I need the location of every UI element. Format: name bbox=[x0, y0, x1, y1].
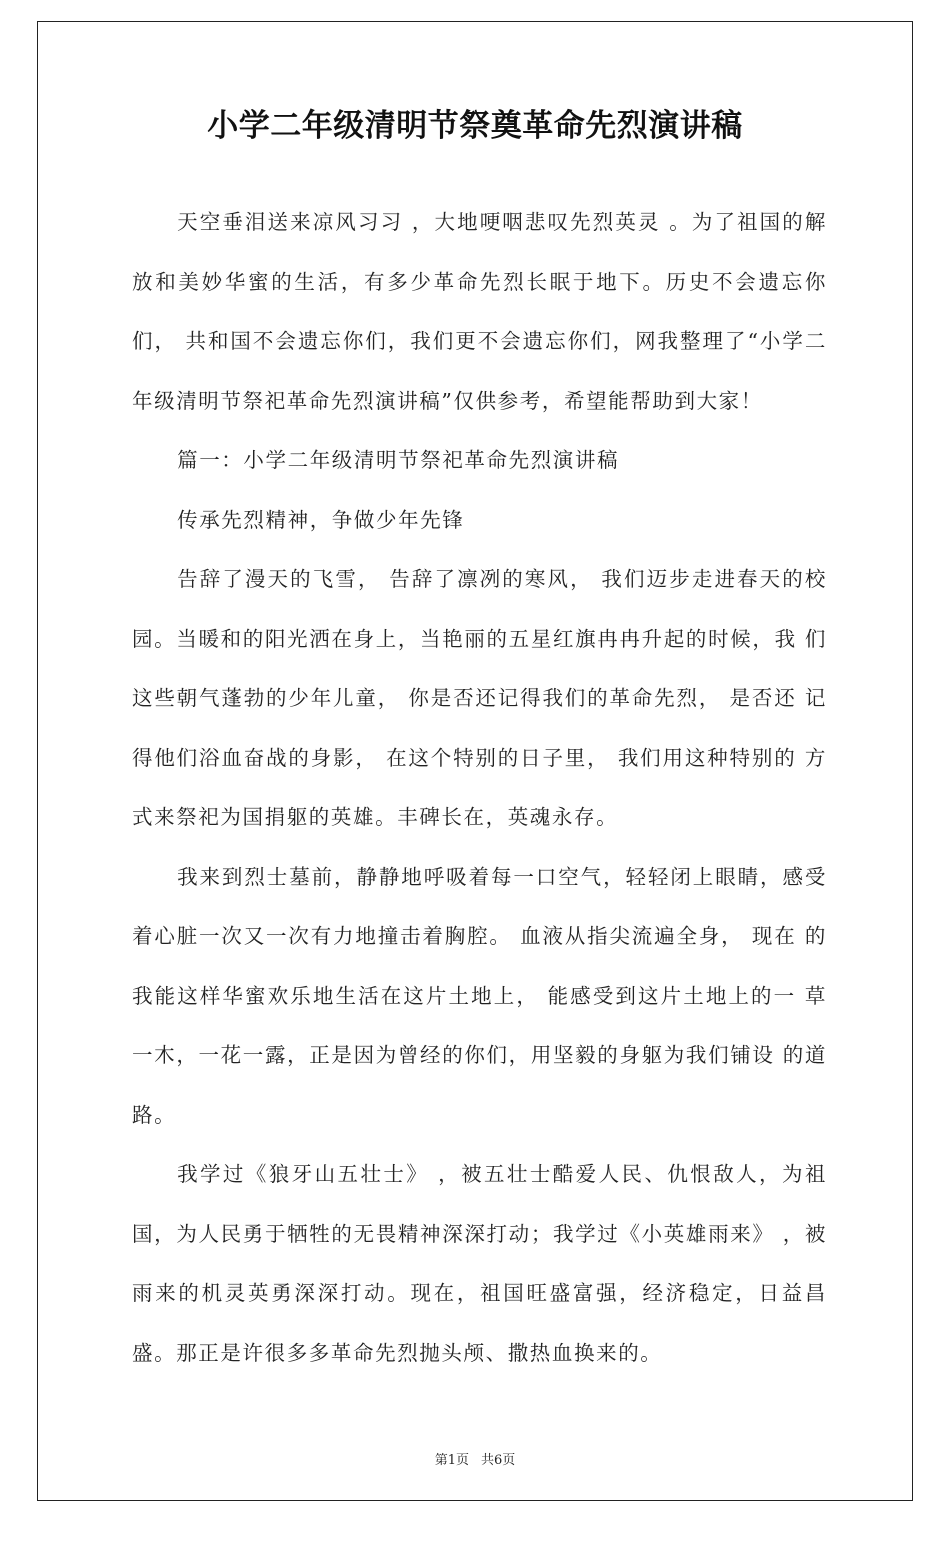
paragraph-heroes: 我学过《狼牙山五壮士》 ，被五壮士酷爱人民、仇恨敌人，为祖国，为人民勇于牺牲的无畏精神深深打动；我学过《小英雄雨来》 ，被雨来的机灵英勇深深打动。现在，祖国旺盛富强，经济稳定，日益昌盛。那正是许很多多革命先烈抛头颅、撒热血换来的。 bbox=[132, 1162, 827, 1365]
paragraph-chapter-heading: 篇一：小学二年级清明节祭祀革命先烈演讲稿 bbox=[177, 448, 620, 472]
page-footer bbox=[0, 1449, 950, 1468]
document-body bbox=[132, 193, 827, 1383]
document-title: 小学二年级清明节祭奠革命先烈演讲稿 bbox=[207, 108, 743, 144]
page-number: 第1页 bbox=[434, 1453, 469, 1468]
page-total: 共6页 bbox=[481, 1453, 516, 1468]
paragraph-spring: 告辞了漫天的飞雪， 告辞了凛冽的寒风， 我们迈步走进春天的校 园。当暖和的阳光洒在身上，当艳丽的五星红旗冉冉升起的时候，我 们这些朝气蓬勃的少年儿童， 你是否还记得我们的革命先烈， 是否还 记得他们浴血奋战的身影， 在这个特别的日子里， 我们用这种特别的 方式来祭祀为国捐躯的英雄。丰碑长在，英魂永存。 bbox=[132, 567, 827, 829]
paragraph-intro: 天空垂泪送来凉风习习 ，大地哽咽悲叹先烈英灵 。为了祖国的解放和美妙华蜜的生活，有多少革命先烈长眠于地下。历史不会遗忘你们， 共和国不会遗忘你们，我们更不会遗忘你们，网我整理了“小学二年级清明节祭祀革命先烈演讲稿”仅供参考，希望能帮助到大家！ bbox=[132, 210, 827, 413]
paragraph-subtitle: 传承先烈精神，争做少年先锋 bbox=[177, 507, 465, 532]
paragraph-tomb: 我来到烈士墓前，静静地呼吸着每一口空气，轻轻闭上眼睛，感受着心脏一次又一次有力地撞击着胸腔。 血液从指尖流遍全身， 现在 的我能这样华蜜欢乐地生活在这片土地上， 能感受到这片土地上的一 草一木，一花一露，正是因为曾经的你们，用坚毅的身躯为我们铺设 的道路。 bbox=[132, 864, 827, 1127]
